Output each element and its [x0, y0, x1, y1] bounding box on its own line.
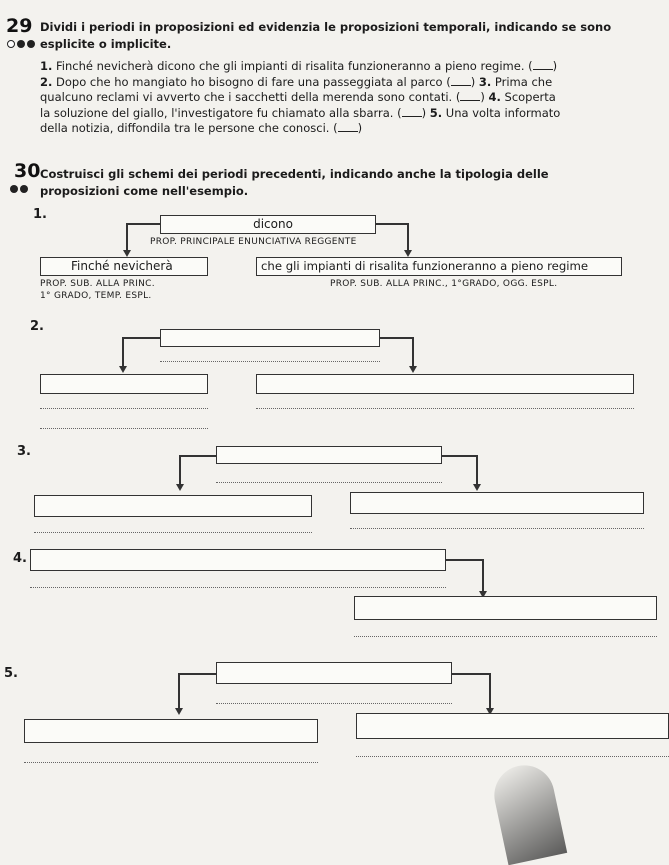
answer-blank-5[interactable] [338, 131, 358, 132]
schema-1-number: 1. [33, 207, 47, 222]
answer-line[interactable] [356, 756, 669, 757]
schema-2-main-box[interactable] [160, 329, 380, 347]
schema-2-right-box[interactable] [256, 374, 634, 394]
sentence-4-close: ) [421, 105, 427, 120]
sentence-4-number: 4. [488, 90, 501, 104]
schema-1-left-box [40, 257, 208, 276]
sentence-2-close: ) [470, 74, 476, 89]
answer-line[interactable] [24, 762, 318, 763]
exercise-30-number: 30 [14, 160, 41, 182]
sentence-1-close: ) [552, 59, 558, 73]
sentence-1-text: Finché nevicherà dicono che gli impianti di risalita funzioneranno a pieno regime. ( [56, 59, 533, 73]
sentence-1-number: 1. [40, 59, 53, 73]
sentence-5-close: ) [357, 121, 363, 135]
sentence-4-text-a: Scoperta [504, 90, 556, 104]
exercise-30-title-line1: Costruisci gli schemi dei periodi precedenti, indicando anche la tipologia delle [40, 167, 549, 181]
schema-2-left-box[interactable] [40, 374, 208, 394]
schema-3-number: 3. [17, 444, 31, 459]
arrow-down-icon [175, 708, 183, 715]
arrow-down-icon [123, 250, 131, 257]
answer-blank-2[interactable] [451, 85, 471, 86]
arrow-down-icon [409, 366, 417, 373]
schema-4-number: 4. [13, 551, 27, 566]
schema-1-main-text: dicono [253, 217, 293, 231]
difficulty-dots-icon [10, 178, 30, 197]
connector-line [446, 559, 483, 561]
connector-line [412, 337, 414, 367]
arrow-down-icon [473, 484, 481, 491]
schema-5-number: 5. [4, 666, 18, 681]
exercise-29-title-line2: esplicite o implicite. [40, 37, 172, 51]
difficulty-dots-icon [7, 33, 37, 52]
schema-1-right-label: PROP. SUB. ALLA PRINC., 1°GRADO, OGG. ESPL. [330, 279, 558, 289]
schema-3-right-box[interactable] [350, 492, 644, 514]
schema-4-right-box[interactable] [354, 596, 657, 620]
connector-line [180, 455, 216, 457]
schema-1-right-box [256, 257, 622, 276]
schema-5-right-box[interactable] [356, 713, 669, 739]
answer-line[interactable] [216, 703, 452, 704]
connector-line [376, 223, 408, 225]
answer-line[interactable] [354, 636, 657, 637]
connector-line [123, 337, 160, 339]
exercise-30-title-line2: proposizioni come nell'esempio. [40, 184, 249, 198]
schema-1-right-text: che gli impianti di risalita funzioneranno a pieno regime [261, 259, 589, 273]
schema-1-left-text: Finché nevicherà [71, 259, 173, 273]
connector-line [122, 337, 124, 367]
connector-line [452, 673, 490, 675]
schema-1-main-box [160, 215, 376, 234]
connector-line [179, 673, 216, 675]
schema-5-left-box[interactable] [24, 719, 318, 743]
schema-4-main-box[interactable] [30, 549, 446, 571]
exercise-29-number: 29 [6, 15, 33, 37]
schema-5-main-box[interactable] [216, 662, 452, 684]
answer-line[interactable] [40, 408, 208, 409]
answer-line[interactable] [40, 428, 208, 429]
answer-line[interactable] [216, 482, 442, 483]
answer-line[interactable] [350, 528, 644, 529]
connector-line [476, 455, 478, 485]
connector-line [489, 673, 491, 709]
exercise-29-title-line1: Dividi i periodi in proposizioni ed evidenzia le proposizioni temporali, indicando se sono [40, 20, 612, 34]
answer-blank-3[interactable] [460, 100, 480, 101]
connector-line [407, 223, 409, 251]
answer-line[interactable] [160, 361, 380, 362]
arrow-down-icon [404, 250, 412, 257]
answer-line[interactable] [34, 532, 312, 533]
answer-line[interactable] [30, 587, 446, 588]
finger-shadow [489, 760, 567, 865]
schema-1-main-label: PROP. PRINCIPALE ENUNCIATIVA REGGENTE [150, 237, 357, 247]
sentence-3-close: ) [480, 90, 485, 104]
answer-blank-1[interactable] [533, 69, 553, 70]
sentence-5-number: 5. [429, 105, 443, 120]
connector-line [482, 559, 484, 592]
schema-2-number: 2. [30, 319, 44, 334]
arrow-down-icon [176, 484, 184, 491]
connector-line [380, 337, 413, 339]
answer-blank-4[interactable] [402, 116, 422, 117]
sentence-3-text-a: Prima che [494, 74, 553, 89]
connector-line [179, 455, 181, 485]
sentence-2-text: Dopo che ho mangiato ho bisogno di fare una passeggiata al parco ( [56, 74, 451, 89]
arrow-down-icon [119, 366, 127, 373]
connector-line [126, 223, 128, 251]
sentence-5-text-a: Una volta informato [445, 105, 561, 120]
schema-1-left-label-1: PROP. SUB. ALLA PRINC. [40, 279, 155, 289]
exercise-29-sentences [40, 59, 660, 137]
sentence-4-text-b: la soluzione del giallo, l'investigatore fu chiamato alla sbarra. ( [40, 105, 402, 120]
schema-1-left-label-2: 1° GRADO, TEMP. ESPL. [40, 291, 152, 301]
sentence-5-text-b: della notizia, diffondila tra le persone che conosci. ( [40, 121, 338, 135]
connector-line [178, 673, 180, 709]
connector-line [127, 223, 160, 225]
answer-line[interactable] [256, 408, 634, 409]
sentence-2-number: 2. [40, 74, 53, 89]
schema-3-main-box[interactable] [216, 446, 442, 464]
connector-line [442, 455, 477, 457]
sentence-3-text-b: qualcuno reclami vi avverto che i sacchetti della merenda sono contati. ( [40, 90, 461, 104]
schema-3-left-box[interactable] [34, 495, 312, 517]
sentence-3-number: 3. [478, 74, 492, 89]
